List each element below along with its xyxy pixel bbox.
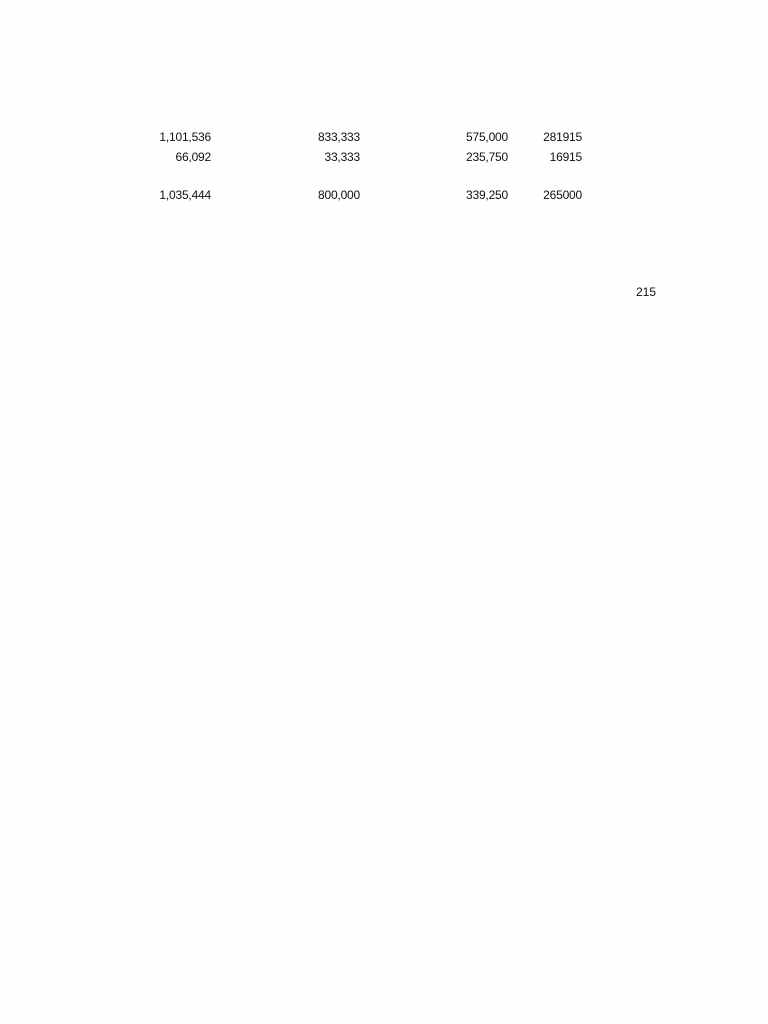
table-cell-r1-c4: 281915 (543, 130, 582, 144)
table-cell-r3-c1: 1,035,444 (159, 188, 211, 202)
table-cell-r2-c2: 33,333 (324, 150, 360, 164)
table-cell-r3-c2: 800,000 (318, 188, 360, 202)
table-cell-r2-c4: 16915 (549, 150, 582, 164)
table-cell-r2-c1: 66,092 (175, 150, 211, 164)
table-cell-r1-c2: 833,333 (318, 130, 360, 144)
table-cell-r3-c3: 339,250 (466, 188, 508, 202)
table-cell-r2-c3: 235,750 (466, 150, 508, 164)
table-cell-r1-c3: 575,000 (466, 130, 508, 144)
page-number: 215 (635, 285, 656, 299)
table-cell-r1-c1: 1,101,536 (159, 130, 211, 144)
table-cell-r3-c4: 265000 (543, 188, 582, 202)
